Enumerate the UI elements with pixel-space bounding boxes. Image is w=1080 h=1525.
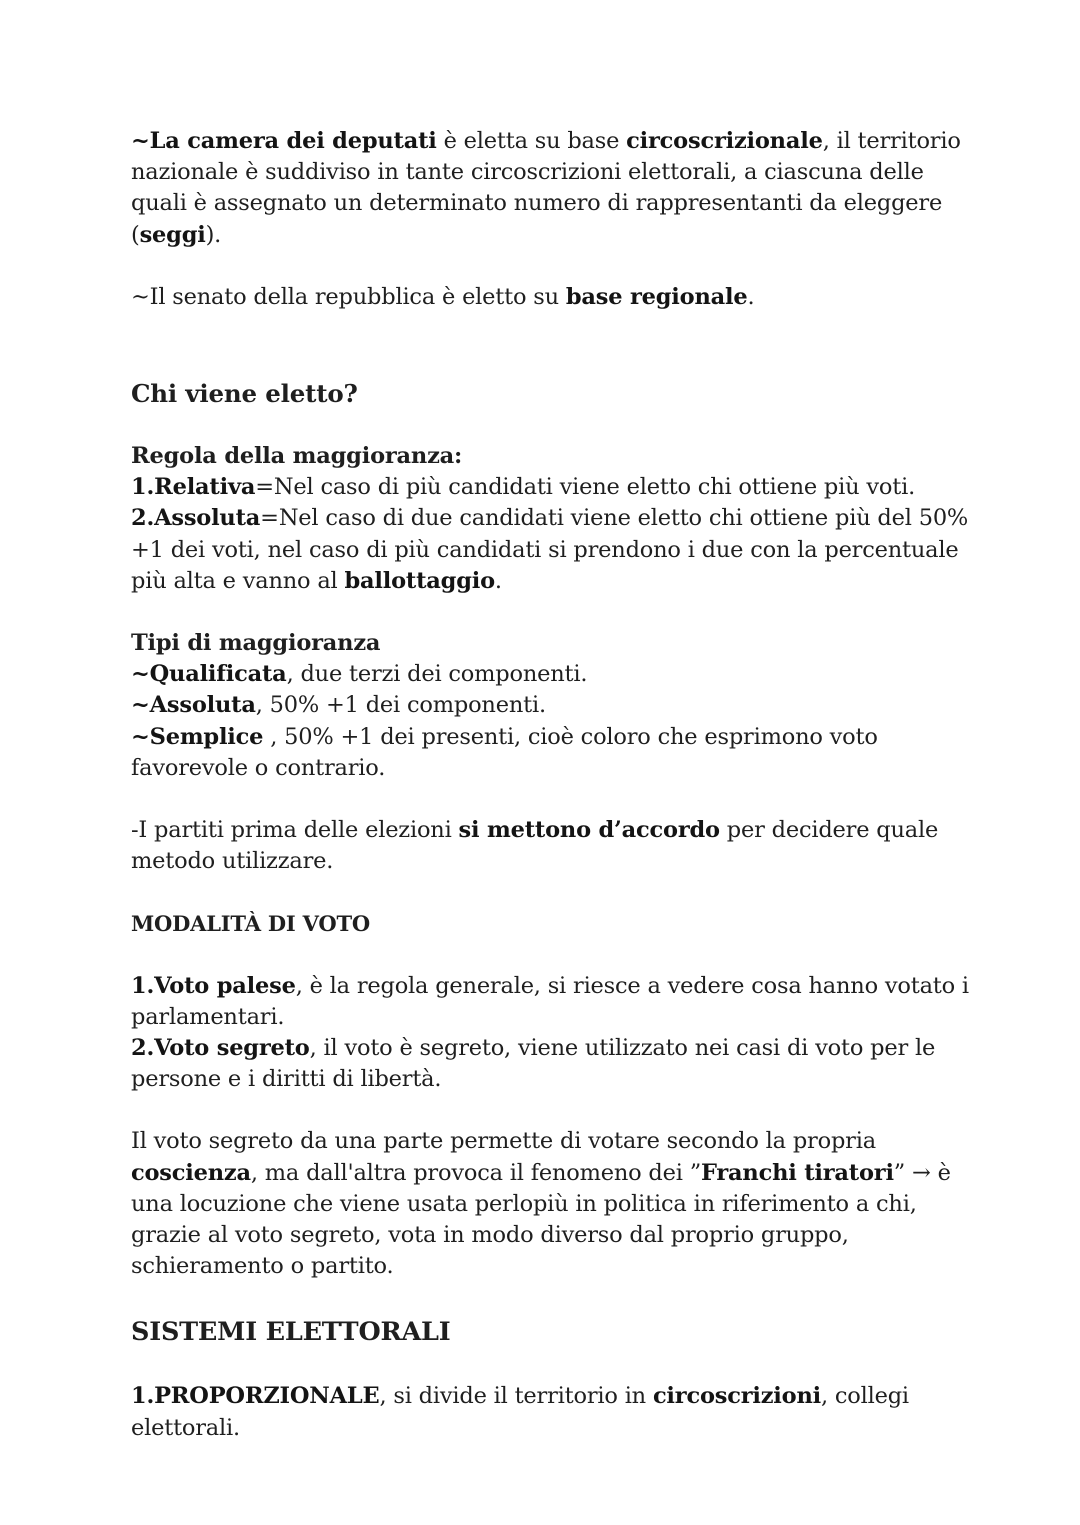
voto-segreto-para-1: Il voto segreto da una parte permette di votare secondo la propria <box>131 1128 876 1155</box>
camera-paragraph <box>131 126 971 251</box>
voto-palese-item <box>131 971 971 1033</box>
partiti-text-2: per decidere quale metodo utilizzare. <box>131 817 939 875</box>
assoluta-item <box>131 503 971 597</box>
relativa-item <box>131 472 971 503</box>
senato-text-2: . <box>747 283 755 310</box>
semplice-text: , 50% +1 dei presenti, cioè coloro che esprimono voto favorevole o contrario. <box>131 723 878 781</box>
proporzionale-text-2: , collegi elettorali. <box>131 1383 909 1441</box>
document-body <box>131 126 971 1444</box>
proporzionale-item <box>131 1381 971 1443</box>
voto-palese-text: , è la regola generale, si riesce a vedere cosa hanno votato i parlamentari. <box>131 972 969 1030</box>
voto-segreto-paragraph <box>131 1126 971 1282</box>
voto-segreto-para-2: , ma dall'altra provoca il fenomeno dei ” <box>250 1159 701 1186</box>
voto-segreto-text: , il voto è segreto, viene utilizzato nei casi di voto per le persone e i diritti di libertà. <box>131 1035 936 1093</box>
qualificata-text: , due terzi dei componenti. <box>286 661 588 688</box>
franchi-tiratori-term: Franchi tiratori <box>701 1159 894 1186</box>
proporzionale-text-1: , si divide il territorio in <box>379 1383 653 1410</box>
sistemi-elettorali-heading: SISTEMI ELETTORALI <box>131 1317 451 1348</box>
relativa-text: =Nel caso di più candidati viene eletto chi ottiene più voti. <box>255 474 916 501</box>
voto-segreto-item <box>131 1033 971 1095</box>
assoluta-maggioranza-label: ~Assoluta <box>131 692 256 719</box>
coscienza-term: coscienza <box>131 1159 251 1186</box>
assoluta-text: =Nel caso di due candidati viene eletto chi ottiene più del 50% +1 dei voti, nel caso di più candidati si prendono i due con la percentuale più alta e vanno al <box>131 505 969 594</box>
partiti-paragraph <box>131 815 971 877</box>
ballottaggio-term: ballottaggio <box>344 567 495 594</box>
partiti-text-1: -I partiti prima delle elezioni <box>131 817 459 844</box>
semplice-item <box>131 722 971 784</box>
circoscrizionale-term: circoscrizionale <box>626 128 823 154</box>
relativa-label: 1.Relativa <box>131 474 256 501</box>
voto-segreto-label: 2.Voto segreto <box>131 1035 310 1062</box>
camera-text-3: ). <box>205 221 222 248</box>
base-regionale-term: base regionale <box>565 283 748 310</box>
qualificata-item <box>131 659 971 690</box>
proporzionale-label: 1.PROPORZIONALE <box>131 1383 380 1410</box>
assoluta-end: . <box>494 567 502 594</box>
assoluta-label: 2.Assoluta <box>131 505 261 532</box>
voto-palese-label: 1.Voto palese <box>131 972 296 999</box>
camera-text-1: è eletta su base <box>436 128 627 154</box>
qualificata-label: ~Qualificata <box>131 661 287 688</box>
camera-text-2: , il territorio nazionale è suddiviso in tante circoscrizioni elettorali, a ciascuna delle quali è assegnato un determinato numero di rappresentanti da eleggere ( <box>131 128 961 248</box>
assoluta-maggioranza-text: , 50% +1 dei componenti. <box>255 692 546 719</box>
assoluta-maggioranza-item <box>131 690 971 721</box>
senato-text-1: ~Il senato della repubblica è eletto su <box>131 283 566 310</box>
voto-segreto-para-3: ” → è una locuzione che viene usata perlopiù in politica in riferimento a chi, grazie al voto segreto, vota in modo diverso dal proprio gruppo, schieramento o partito. <box>131 1159 951 1280</box>
chi-viene-eletto-heading: Chi viene eletto? <box>131 379 358 409</box>
tipi-maggioranza-heading: Tipi di maggioranza <box>131 630 381 657</box>
semplice-label: ~Semplice <box>131 723 264 750</box>
senato-paragraph <box>131 282 971 313</box>
camera-term: ~La camera dei deputati <box>131 128 437 154</box>
seggi-term: seggi <box>139 221 206 248</box>
circoscrizioni-term: circoscrizioni <box>652 1383 821 1410</box>
modalita-voto-heading: MODALITÀ DI VOTO <box>131 911 370 937</box>
regola-maggioranza-subheading: Regola della maggioranza: <box>131 443 463 470</box>
accordo-term: si mettono d’accordo <box>458 817 720 844</box>
